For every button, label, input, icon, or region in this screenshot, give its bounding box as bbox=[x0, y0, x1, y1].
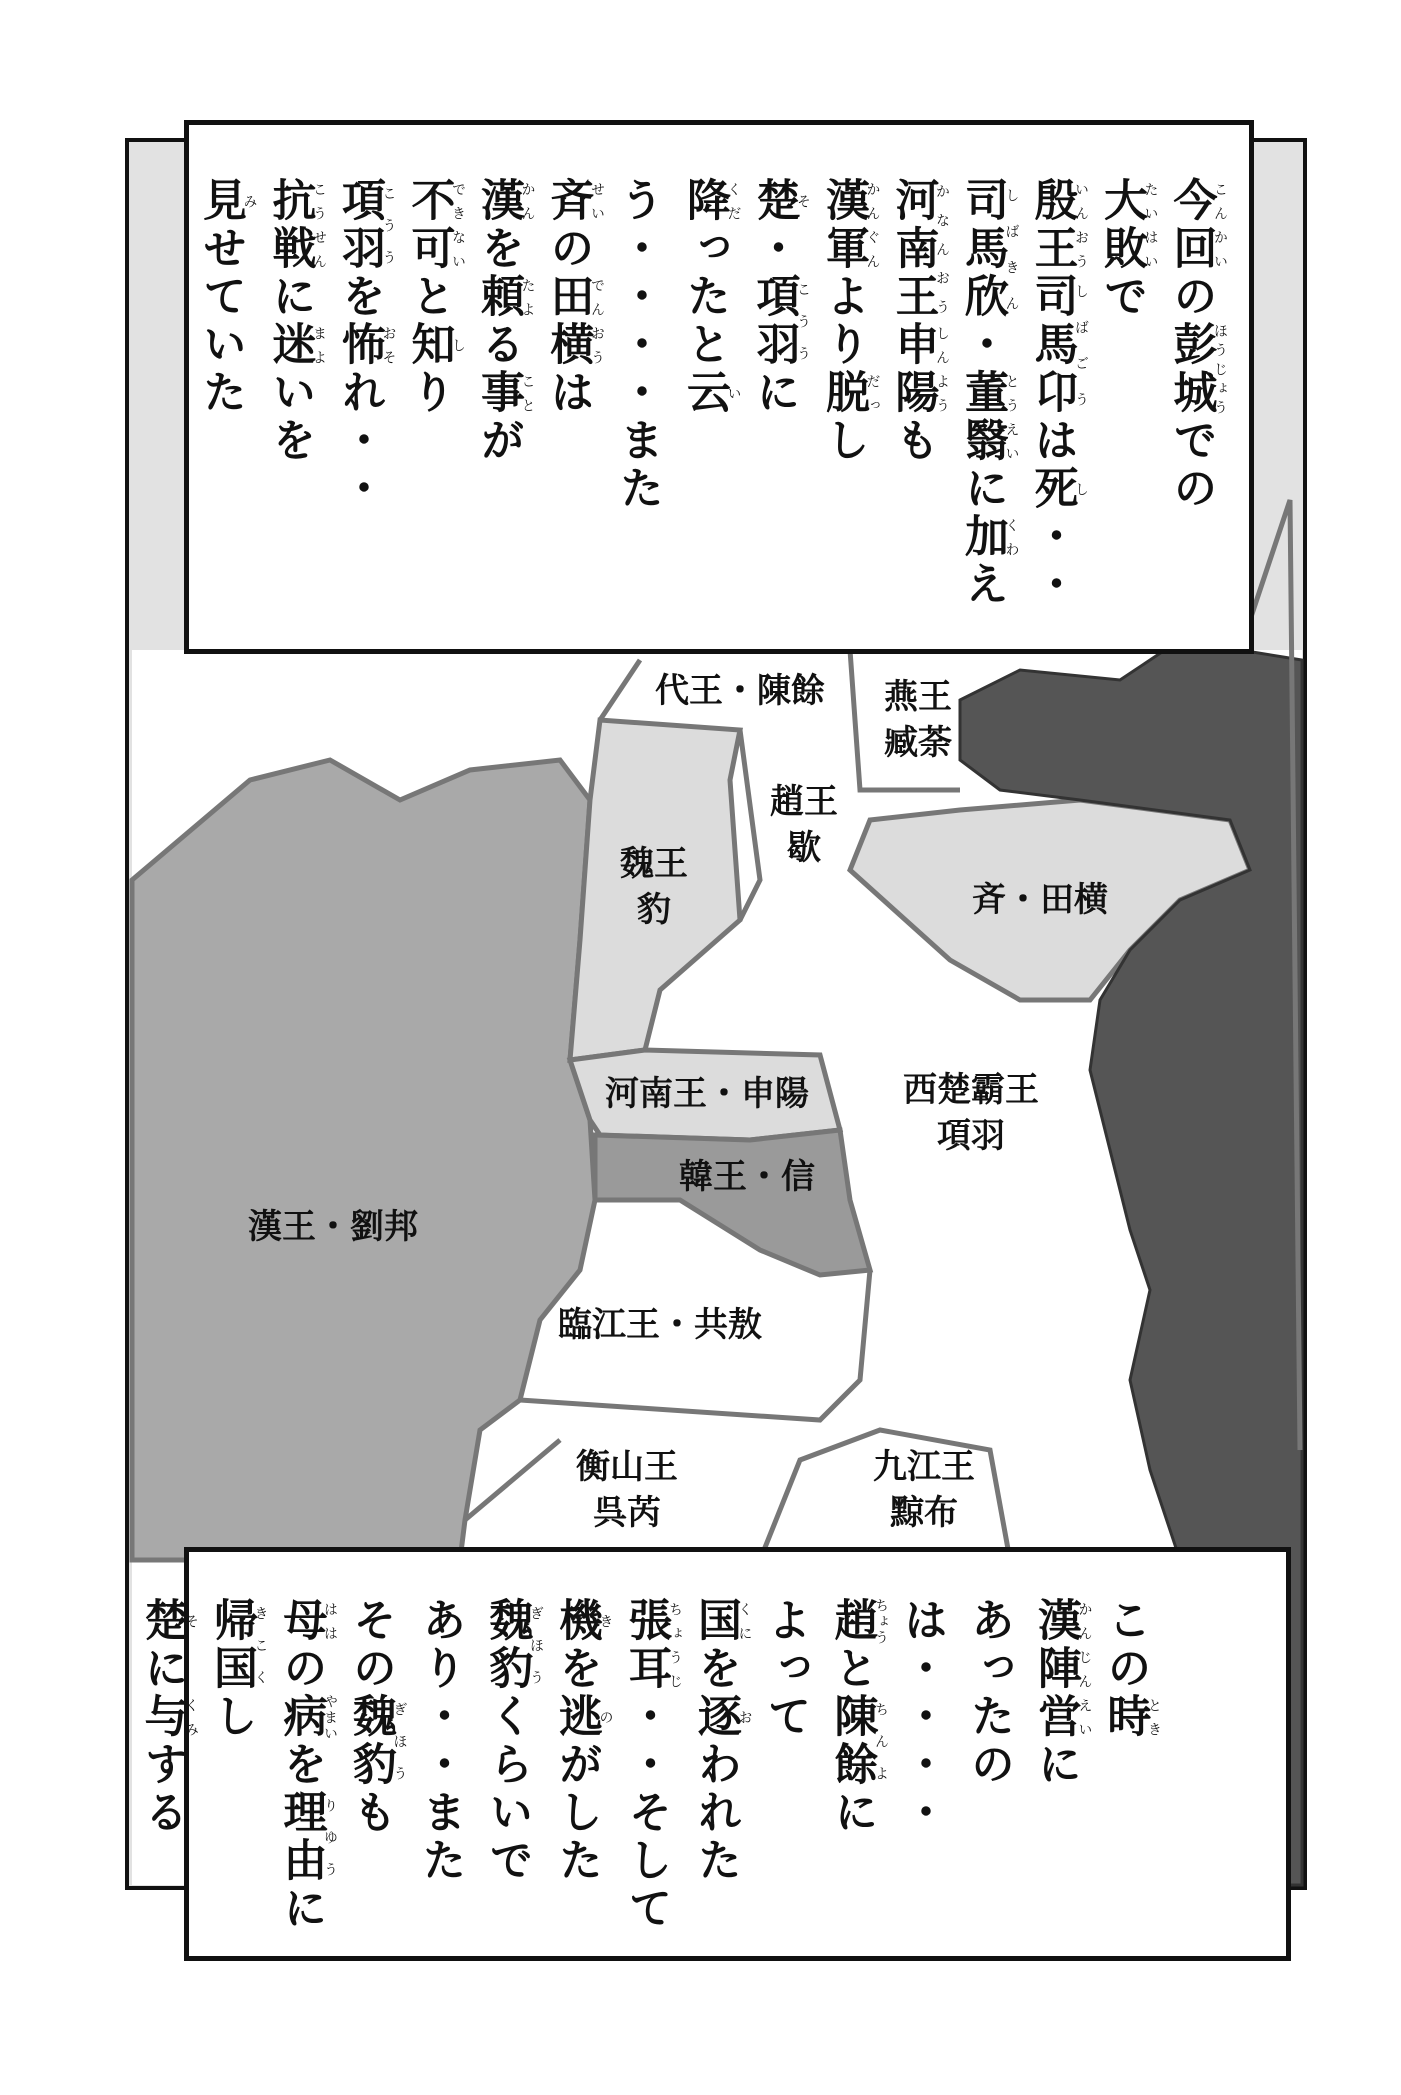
text-segment: は bbox=[1026, 417, 1078, 465]
text-segment: え bbox=[957, 561, 1008, 609]
ruby-word bbox=[818, 177, 881, 273]
ruby-base: 逐 bbox=[690, 1693, 741, 1741]
label-hengshan bbox=[576, 1444, 678, 1536]
furigana: こうう bbox=[380, 177, 397, 273]
narration-line bbox=[474, 1597, 544, 1947]
text-segment: せていた bbox=[195, 225, 246, 417]
ruby-base: 司馬欣 bbox=[957, 177, 1008, 321]
ruby-word bbox=[473, 369, 536, 417]
ruby-base: 死 bbox=[1026, 465, 1078, 513]
furigana: できない bbox=[450, 177, 466, 273]
ruby-word bbox=[1030, 1597, 1093, 1741]
ruby-base: 知 bbox=[403, 321, 455, 369]
label-chu-2: 項羽 bbox=[937, 1116, 1005, 1156]
narration-line bbox=[1088, 177, 1158, 637]
ruby-word bbox=[403, 177, 466, 273]
narration-line bbox=[337, 1597, 407, 1947]
ruby-word bbox=[136, 1597, 199, 1645]
ruby-word bbox=[1165, 321, 1228, 417]
furigana: かんじんえい bbox=[1076, 1597, 1093, 1741]
ruby-base: 漢 bbox=[473, 177, 524, 225]
furigana: いんおう bbox=[1073, 177, 1089, 273]
ruby-word bbox=[887, 321, 950, 417]
ruby-word bbox=[690, 1597, 753, 1645]
text-segment: る bbox=[473, 321, 524, 369]
label-yan-2: 臧荼 bbox=[884, 723, 952, 763]
narration-line bbox=[1022, 1597, 1092, 1947]
narration-top-text bbox=[187, 177, 1227, 637]
label-wei-1: 魏王 bbox=[620, 844, 688, 884]
ruby-base: 河南王 bbox=[887, 177, 939, 321]
label-yan-1: 燕王 bbox=[884, 677, 952, 717]
text-segment: いを bbox=[264, 369, 316, 465]
label-yan bbox=[884, 674, 952, 766]
ruby-word bbox=[136, 1693, 199, 1741]
furigana: くに bbox=[736, 1597, 753, 1645]
ruby-word bbox=[957, 513, 1020, 561]
furigana: そ bbox=[795, 177, 811, 225]
furigana: はは bbox=[322, 1597, 338, 1645]
ruby-word bbox=[275, 1789, 338, 1885]
narration-line bbox=[396, 177, 466, 637]
narration-line bbox=[741, 177, 811, 637]
label-chu bbox=[903, 1067, 1039, 1159]
ruby-word bbox=[690, 1693, 753, 1741]
ruby-word bbox=[748, 177, 811, 225]
furigana: い bbox=[725, 369, 742, 417]
furigana: ほうじょう bbox=[1212, 321, 1228, 417]
furigana: ちんよ bbox=[873, 1693, 889, 1789]
text-segment: ・・そして bbox=[620, 1693, 672, 1933]
ruby-base: 斉 bbox=[542, 177, 594, 225]
ruby-base: 脱 bbox=[818, 369, 869, 417]
text-segment: し bbox=[206, 1693, 257, 1741]
text-segment: ったと bbox=[679, 225, 730, 369]
furigana: ちょう bbox=[873, 1597, 889, 1645]
ruby-base: 張耳 bbox=[620, 1597, 672, 1693]
label-wei bbox=[620, 841, 688, 933]
text-segment: と bbox=[826, 1645, 878, 1693]
text-segment: を bbox=[551, 1645, 602, 1693]
narration-line bbox=[1092, 1597, 1162, 1947]
ruby-word bbox=[345, 1693, 408, 1789]
text-segment: の bbox=[275, 1645, 327, 1693]
text-segment: を bbox=[690, 1645, 741, 1693]
ruby-word bbox=[826, 1693, 889, 1789]
ruby-word bbox=[264, 321, 327, 369]
label-chu-1: 西楚霸王 bbox=[903, 1070, 1039, 1110]
furigana: きこく bbox=[252, 1597, 269, 1693]
ruby-base: 今回 bbox=[1165, 177, 1217, 273]
text-segment: と bbox=[403, 273, 455, 321]
ruby-base: 司馬卬 bbox=[1026, 273, 1078, 417]
narration-line bbox=[187, 177, 257, 637]
ruby-base: 病 bbox=[275, 1693, 327, 1741]
text-segment: ・ bbox=[748, 225, 800, 273]
label-henan: 河南王・申陽 bbox=[605, 1074, 809, 1114]
ruby-base: 迷 bbox=[264, 321, 316, 369]
ruby-word bbox=[1165, 177, 1228, 273]
narration-line bbox=[1158, 177, 1228, 637]
label-zhao-2: 歇 bbox=[787, 828, 821, 868]
furigana: ちょうじ bbox=[667, 1597, 683, 1693]
ruby-word bbox=[1026, 177, 1089, 273]
text-segment: も bbox=[345, 1789, 396, 1837]
furigana: おそ bbox=[380, 321, 397, 369]
ruby-word bbox=[334, 177, 397, 273]
ruby-word bbox=[264, 177, 327, 273]
ruby-base: 趙 bbox=[826, 1597, 878, 1645]
ruby-base: 抗戦 bbox=[264, 177, 316, 273]
furigana: こうう bbox=[795, 273, 811, 369]
ruby-word bbox=[403, 321, 466, 369]
text-segment: より bbox=[818, 273, 869, 369]
narration-line bbox=[257, 177, 327, 637]
ruby-base: 彭城 bbox=[1165, 321, 1217, 417]
furigana: こと bbox=[519, 369, 536, 417]
label-han: 漢王・劉邦 bbox=[248, 1207, 418, 1247]
ruby-word bbox=[679, 369, 742, 417]
narration-line bbox=[465, 177, 535, 637]
ruby-word bbox=[1099, 1693, 1162, 1741]
ruby-base: 事 bbox=[473, 369, 524, 417]
narration-line bbox=[819, 1597, 889, 1947]
ruby-word bbox=[957, 369, 1020, 465]
text-segment: は bbox=[542, 369, 594, 417]
text-segment: に bbox=[275, 1885, 327, 1933]
furigana: しばごう bbox=[1073, 273, 1089, 417]
narration-box-top bbox=[184, 120, 1254, 654]
ruby-word bbox=[542, 177, 605, 225]
ruby-base: 項羽 bbox=[748, 273, 800, 369]
text-segment: この bbox=[1099, 1597, 1151, 1693]
ruby-word bbox=[748, 273, 811, 369]
text-segment: くらいで bbox=[481, 1693, 533, 1885]
narration-line bbox=[1019, 177, 1089, 637]
ruby-word bbox=[1026, 273, 1089, 417]
text-segment: われた bbox=[690, 1741, 741, 1885]
furigana: お bbox=[736, 1693, 753, 1741]
furigana: き bbox=[597, 1597, 614, 1645]
furigana: せい bbox=[589, 177, 605, 225]
furigana: かんぐん bbox=[864, 177, 881, 273]
label-jiujiang bbox=[873, 1444, 975, 1536]
ruby-base: 理由 bbox=[275, 1789, 327, 1885]
ruby-base: 帰国 bbox=[206, 1597, 257, 1693]
ruby-word bbox=[334, 321, 397, 369]
furigana: まよ bbox=[311, 321, 327, 369]
ruby-word bbox=[1096, 177, 1159, 273]
text-segment: う・・・・また bbox=[612, 177, 663, 513]
furigana: し bbox=[450, 321, 466, 369]
furigana: りゆう bbox=[322, 1789, 338, 1885]
furigana: くみ bbox=[183, 1693, 199, 1741]
furigana: こんかい bbox=[1212, 177, 1228, 273]
label-jiujiang-1: 九江王 bbox=[873, 1447, 975, 1487]
text-segment: に bbox=[826, 1789, 878, 1837]
ruby-word bbox=[195, 177, 258, 225]
label-linjiang: 臨江王・共敖 bbox=[558, 1305, 762, 1345]
ruby-base: 降 bbox=[679, 177, 730, 225]
text-segment: ・・ bbox=[1026, 513, 1078, 609]
ruby-base: 頼 bbox=[473, 273, 524, 321]
text-segment: り bbox=[403, 369, 455, 417]
ruby-base: 漢陣営 bbox=[1030, 1597, 1081, 1741]
narration-line bbox=[949, 177, 1019, 637]
text-segment: がした bbox=[551, 1741, 602, 1885]
ruby-base: 怖 bbox=[334, 321, 385, 369]
ruby-word bbox=[679, 177, 742, 225]
ruby-word bbox=[275, 1693, 338, 1741]
ruby-base: 不可 bbox=[403, 177, 455, 273]
narration-line bbox=[604, 177, 741, 637]
ruby-base: 見 bbox=[195, 177, 246, 225]
narration-line bbox=[888, 1597, 1022, 1947]
text-segment: あり・・また bbox=[414, 1597, 466, 1885]
narration-bottom-text bbox=[129, 1597, 1162, 1947]
text-segment: ・ bbox=[957, 321, 1008, 369]
ruby-base: 項羽 bbox=[334, 177, 385, 273]
text-segment: に bbox=[136, 1645, 188, 1693]
furigana: くだ bbox=[725, 177, 742, 225]
narration-line bbox=[535, 177, 605, 637]
ruby-word bbox=[826, 1597, 889, 1645]
furigana: だっ bbox=[864, 369, 881, 417]
ruby-base: 漢軍 bbox=[818, 177, 869, 273]
text-segment: を bbox=[275, 1741, 327, 1789]
ruby-base: 楚 bbox=[748, 177, 800, 225]
furigana: やまい bbox=[322, 1693, 338, 1741]
narration-line bbox=[543, 1597, 613, 1947]
ruby-base: 与 bbox=[136, 1693, 188, 1741]
narration-line bbox=[326, 177, 396, 637]
furigana: ぎほう bbox=[391, 1693, 408, 1789]
ruby-word bbox=[473, 273, 536, 321]
text-segment: れ・・ bbox=[334, 369, 385, 513]
text-segment: に bbox=[957, 465, 1008, 513]
text-segment: に bbox=[264, 273, 316, 321]
text-segment: し bbox=[818, 417, 869, 465]
ruby-word bbox=[551, 1597, 614, 1645]
label-dai: 代王・陳餘 bbox=[655, 671, 825, 711]
furigana: くわ bbox=[1003, 513, 1020, 561]
furigana: とうえい bbox=[1003, 369, 1020, 465]
furigana: かん bbox=[519, 177, 536, 225]
furigana: の bbox=[597, 1693, 614, 1741]
ruby-base: 魏豹 bbox=[345, 1693, 396, 1789]
narration-line bbox=[268, 1597, 338, 1947]
label-zhao bbox=[770, 779, 838, 871]
narration-line bbox=[752, 1597, 819, 1947]
ruby-base: 殷王 bbox=[1026, 177, 1078, 273]
text-segment: する bbox=[136, 1741, 188, 1837]
furigana: こうせん bbox=[311, 177, 327, 273]
furigana: たいはい bbox=[1142, 177, 1159, 273]
ruby-word bbox=[275, 1597, 338, 1645]
narration-box-bottom bbox=[136, 1547, 1291, 1961]
ruby-word bbox=[481, 1597, 544, 1693]
ruby-base: 時 bbox=[1099, 1693, 1151, 1741]
text-segment: も bbox=[887, 417, 939, 465]
text-segment: を bbox=[334, 273, 385, 321]
narration-line bbox=[880, 177, 950, 637]
ruby-word bbox=[887, 177, 950, 321]
label-hengshan-1: 衡山王 bbox=[576, 1447, 678, 1487]
ruby-word bbox=[206, 1597, 269, 1693]
furigana: たよ bbox=[519, 273, 536, 321]
ruby-base: 陳餘 bbox=[826, 1693, 878, 1789]
ruby-base: 逃 bbox=[551, 1693, 602, 1741]
narration-line bbox=[613, 1597, 683, 1947]
ruby-base: 云 bbox=[679, 369, 730, 417]
ruby-base: 田横 bbox=[542, 273, 594, 369]
text-segment: の bbox=[1165, 273, 1217, 321]
ruby-base: 董翳 bbox=[957, 369, 1008, 465]
ruby-base: 申陽 bbox=[887, 321, 939, 417]
text-segment: が bbox=[473, 417, 524, 465]
narration-line bbox=[407, 1597, 474, 1947]
label-jiujiang-2: 黥布 bbox=[890, 1493, 958, 1533]
furigana: しんよう bbox=[934, 321, 950, 417]
label-hengshan-2: 呉芮 bbox=[593, 1493, 661, 1533]
ruby-base: 加 bbox=[957, 513, 1008, 561]
text-segment: その bbox=[345, 1597, 396, 1693]
ruby-word bbox=[542, 273, 605, 369]
ruby-word bbox=[551, 1693, 614, 1741]
text-segment: での bbox=[1165, 417, 1217, 513]
label-han-xin: 韓王・信 bbox=[679, 1157, 815, 1197]
ruby-base: 魏豹 bbox=[481, 1597, 533, 1693]
ruby-base: 機 bbox=[551, 1597, 602, 1645]
furigana: とき bbox=[1146, 1693, 1162, 1741]
ruby-word bbox=[1026, 465, 1089, 513]
narration-line bbox=[810, 177, 880, 637]
text-segment: で bbox=[1096, 273, 1147, 321]
label-qi: 斉・田横 bbox=[972, 880, 1108, 920]
ruby-base: 国 bbox=[690, 1597, 741, 1645]
text-segment: に bbox=[748, 369, 800, 417]
ruby-word bbox=[957, 177, 1020, 321]
text-segment: に bbox=[1030, 1741, 1081, 1789]
furigana: そ bbox=[183, 1597, 199, 1645]
furigana: ぎほう bbox=[528, 1597, 544, 1693]
ruby-base: 母 bbox=[275, 1597, 327, 1645]
furigana: み bbox=[241, 177, 258, 225]
label-zhao-1: 趙王 bbox=[770, 782, 838, 822]
furigana: し bbox=[1073, 465, 1089, 513]
ruby-base: 楚 bbox=[136, 1597, 188, 1645]
narration-line bbox=[682, 1597, 752, 1947]
ruby-word bbox=[620, 1597, 683, 1693]
ruby-word bbox=[473, 177, 536, 225]
text-segment: あったのは・・・・ bbox=[896, 1597, 1014, 1837]
furigana: でんおう bbox=[589, 273, 605, 369]
furigana: しばきん bbox=[1003, 177, 1020, 321]
furigana: かなんおう bbox=[934, 177, 950, 321]
ruby-base: 大敗 bbox=[1096, 177, 1147, 273]
label-wei-2: 豹 bbox=[637, 890, 671, 930]
narration-line bbox=[129, 1597, 199, 1947]
ruby-word bbox=[818, 369, 881, 417]
text-segment: を bbox=[473, 225, 524, 273]
narration-line bbox=[198, 1597, 268, 1947]
text-segment: の bbox=[542, 225, 594, 273]
text-segment: よって bbox=[759, 1597, 811, 1741]
